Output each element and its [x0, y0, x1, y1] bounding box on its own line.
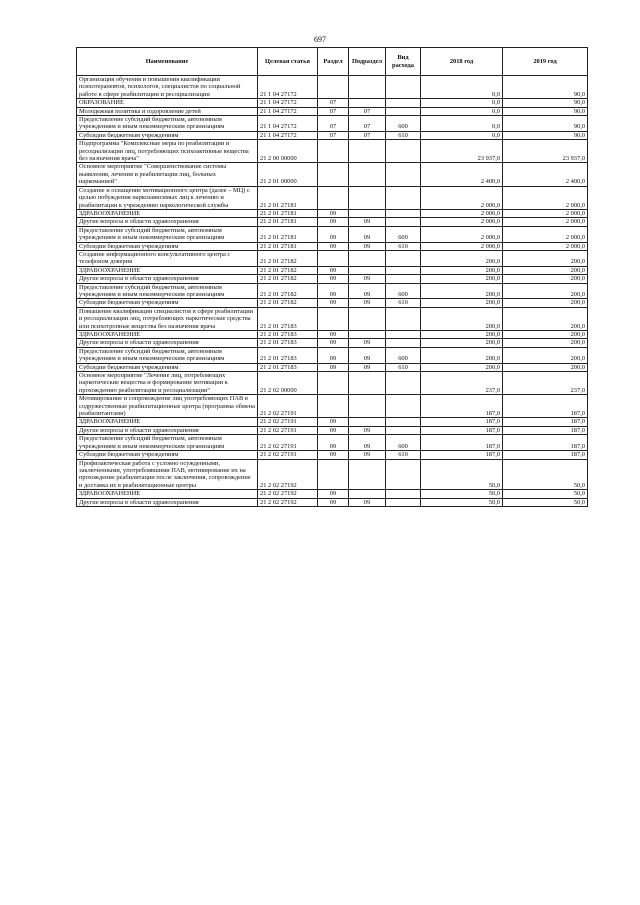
row-expense-type: 610: [386, 451, 421, 459]
row-subsection: 09: [349, 275, 386, 283]
row-subsection: 09: [349, 426, 386, 434]
row-name: Другие вопросы в области здравоохранения: [77, 275, 258, 283]
table-row: [77, 218, 588, 226]
row-subsection: [349, 186, 386, 209]
row-section: 09: [318, 218, 349, 226]
table-row: [77, 331, 588, 339]
row-expense-type: 610: [386, 363, 421, 371]
table-row: [77, 163, 588, 186]
table-row: [77, 490, 588, 498]
table-header-row: [77, 48, 588, 76]
row-amount-2019: 200,0: [503, 363, 588, 371]
header-2018: 2018 год: [421, 48, 503, 76]
row-target-code: 21 2 02 27192: [258, 490, 318, 498]
row-name: Предоставление субсидий бюджетным, автономным учреждениям и иным некоммерческим организациям: [77, 435, 258, 451]
table-row: [77, 186, 588, 209]
row-expense-type: [386, 331, 421, 339]
row-expense-type: [386, 107, 421, 115]
row-amount-2018: 187,0: [421, 426, 503, 434]
row-expense-type: [386, 250, 421, 266]
row-expense-type: [386, 372, 421, 395]
row-subsection: 09: [349, 283, 386, 299]
row-expense-type: 610: [386, 299, 421, 307]
table-row: [77, 107, 588, 115]
table-row: [77, 435, 588, 451]
row-expense-type: [386, 498, 421, 506]
table-row: [77, 140, 588, 163]
row-amount-2019: 187,0: [503, 426, 588, 434]
row-name: Субсидии бюджетным учреждениям: [77, 363, 258, 371]
row-section: 09: [318, 451, 349, 459]
row-amount-2019: 200,0: [503, 266, 588, 274]
row-subsection: [349, 266, 386, 274]
row-subsection: 09: [349, 299, 386, 307]
row-amount-2018: 2 000,0: [421, 209, 503, 217]
row-subsection: [349, 372, 386, 395]
row-target-code: 21 2 01 27181: [258, 226, 318, 242]
table-row: [77, 209, 588, 217]
table-row: [77, 347, 588, 363]
row-target-code: 21 2 01 27181: [258, 218, 318, 226]
row-amount-2019: 200,0: [503, 339, 588, 347]
row-amount-2018: 0,0: [421, 99, 503, 107]
row-subsection: [349, 140, 386, 163]
header-2019: 2019 год: [503, 48, 588, 76]
row-target-code: 21 2 01 27181: [258, 186, 318, 209]
row-target-code: 21 2 01 27182: [258, 266, 318, 274]
row-amount-2019: 2 400,0: [503, 163, 588, 186]
row-target-code: 21 2 01 27181: [258, 209, 318, 217]
row-name: Создание и оснащение мотивационного центра (далее – МЦ) с целью побуждения наркозависимых лиц к лечению и реабилитации к учреждению наркологической службы: [77, 186, 258, 209]
row-subsection: [349, 99, 386, 107]
table-row: [77, 395, 588, 418]
row-target-code: 21 2 02 27191: [258, 435, 318, 451]
row-name: Предоставление субсидий бюджетным, автономным учреждениям и иным некоммерческим организациям: [77, 226, 258, 242]
row-name: Субсидии бюджетным учреждениям: [77, 299, 258, 307]
row-amount-2018: 200,0: [421, 275, 503, 283]
row-amount-2018: 2 000,0: [421, 242, 503, 250]
row-amount-2019: 90,0: [503, 107, 588, 115]
row-amount-2019: 2 000,0: [503, 209, 588, 217]
row-target-code: 21 2 02 27191: [258, 395, 318, 418]
row-name: ЗДРАВООХРАНЕНИЕ: [77, 266, 258, 274]
row-expense-type: [386, 218, 421, 226]
row-section: [318, 250, 349, 266]
row-amount-2018: 2 000,0: [421, 226, 503, 242]
row-section: 09: [318, 331, 349, 339]
row-section: 07: [318, 107, 349, 115]
row-section: 09: [318, 435, 349, 451]
row-section: [318, 163, 349, 186]
row-target-code: 21 2 02 27191: [258, 426, 318, 434]
row-subsection: [349, 163, 386, 186]
row-expense-type: [386, 275, 421, 283]
page-number: 697: [314, 35, 326, 44]
row-amount-2018: 187,0: [421, 451, 503, 459]
row-expense-type: [386, 418, 421, 426]
row-amount-2019: 200,0: [503, 250, 588, 266]
row-name: Организация обучения и повышения квалификации психотерапевтов, психологов, специалистов по социальной работе в сфере реабилитации и ресоциализации: [77, 76, 258, 99]
row-name: Субсидии бюджетным учреждениям: [77, 451, 258, 459]
row-amount-2019: 90,0: [503, 116, 588, 132]
row-name: Другие вопросы в области здравоохранения: [77, 218, 258, 226]
row-section: [318, 186, 349, 209]
row-amount-2019: 187,0: [503, 435, 588, 451]
row-expense-type: 600: [386, 226, 421, 242]
row-name: Профилактическая работа с условно осужденными, заключенными, употреблявшими ПАВ, мотивирование их на прохождение реабилитации после заключения, сопровождение и доставка их в реабилитационные центры: [77, 459, 258, 490]
row-amount-2018: 2 400,0: [421, 163, 503, 186]
row-target-code: 21 2 00 00000: [258, 140, 318, 163]
row-amount-2019: 200,0: [503, 347, 588, 363]
row-target-code: 21 2 02 27192: [258, 459, 318, 490]
row-expense-type: [386, 339, 421, 347]
row-amount-2019: 90,0: [503, 76, 588, 99]
header-expense-type: Вид расхода: [386, 48, 421, 76]
row-expense-type: [386, 307, 421, 330]
row-name: ЗДРАВООХРАНЕНИЕ: [77, 331, 258, 339]
row-section: [318, 459, 349, 490]
row-amount-2018: 200,0: [421, 307, 503, 330]
row-subsection: 09: [349, 435, 386, 451]
row-expense-type: 600: [386, 283, 421, 299]
row-amount-2018: 50,0: [421, 490, 503, 498]
row-amount-2019: 200,0: [503, 283, 588, 299]
row-target-code: 21 2 01 27182: [258, 250, 318, 266]
row-target-code: 21 2 02 27191: [258, 451, 318, 459]
header-name: Наименование: [77, 48, 258, 76]
row-amount-2019: 90,0: [503, 99, 588, 107]
row-section: 09: [318, 283, 349, 299]
header-section: Раздел: [318, 48, 349, 76]
row-target-code: 21 2 01 27183: [258, 347, 318, 363]
budget-table: [76, 47, 588, 507]
table-row: [77, 275, 588, 283]
row-expense-type: 600: [386, 435, 421, 451]
row-name: Предоставление субсидий бюджетным, автономным учреждениям и иным некоммерческим организациям: [77, 116, 258, 132]
row-target-code: 21 2 01 27183: [258, 363, 318, 371]
row-subsection: 09: [349, 347, 386, 363]
row-expense-type: [386, 266, 421, 274]
row-amount-2018: 0,0: [421, 116, 503, 132]
row-name: Основное мероприятие "Совершенствование системы выявления, лечения и реабилитации лиц, больных наркоманией": [77, 163, 258, 186]
row-subsection: 07: [349, 131, 386, 139]
row-target-code: 21 2 01 27183: [258, 307, 318, 330]
row-name: Другие вопросы в области здравоохранения: [77, 339, 258, 347]
row-subsection: 09: [349, 451, 386, 459]
row-name: Другие вопросы в области здравоохранения: [77, 426, 258, 434]
row-amount-2018: 200,0: [421, 266, 503, 274]
row-expense-type: [386, 426, 421, 434]
table-row: [77, 76, 588, 99]
row-name: Предоставление субсидий бюджетным, автономным учреждениям и иным некоммерческим организациям: [77, 283, 258, 299]
row-subsection: [349, 395, 386, 418]
row-subsection: 07: [349, 116, 386, 132]
row-section: 09: [318, 339, 349, 347]
row-section: [318, 76, 349, 99]
table-row: [77, 307, 588, 330]
row-amount-2019: 200,0: [503, 307, 588, 330]
row-target-code: 21 2 01 27182: [258, 275, 318, 283]
row-expense-type: [386, 163, 421, 186]
row-expense-type: [386, 140, 421, 163]
table-row: [77, 99, 588, 107]
row-section: 09: [318, 426, 349, 434]
row-section: 09: [318, 242, 349, 250]
row-amount-2018: 200,0: [421, 331, 503, 339]
row-name: ЗДРАВООХРАНЕНИЕ: [77, 418, 258, 426]
row-name: Подпрограмма "Комплексные меры по реабилитации и ресоциализации лиц, потребляющих психоактивные вещества без назначения врача": [77, 140, 258, 163]
row-subsection: [349, 250, 386, 266]
row-subsection: 09: [349, 363, 386, 371]
row-subsection: [349, 418, 386, 426]
row-amount-2019: 2 000,0: [503, 218, 588, 226]
table-row: [77, 426, 588, 434]
row-section: 07: [318, 99, 349, 107]
row-name: Предоставление субсидий бюджетным, автономным учреждениям и иным некоммерческим организациям: [77, 347, 258, 363]
row-amount-2018: 23 937,0: [421, 140, 503, 163]
row-expense-type: [386, 490, 421, 498]
header-target: Целевая статья: [258, 48, 318, 76]
row-name: ОБРАЗОВАНИЕ: [77, 99, 258, 107]
row-name: Мотивирование и сопровождение лиц употребляющих ПАВ в содружественные реабилитационные центра (программа обмена реабилитантами): [77, 395, 258, 418]
row-amount-2019: 200,0: [503, 299, 588, 307]
row-subsection: [349, 459, 386, 490]
row-amount-2019: 187,0: [503, 395, 588, 418]
row-amount-2018: 200,0: [421, 363, 503, 371]
table-row: [77, 250, 588, 266]
row-section: 09: [318, 266, 349, 274]
row-amount-2018: 2 000,0: [421, 186, 503, 209]
row-amount-2018: 237,0: [421, 372, 503, 395]
row-amount-2018: 187,0: [421, 435, 503, 451]
table-row: [77, 283, 588, 299]
row-name: ЗДРАВООХРАНЕНИЕ: [77, 209, 258, 217]
row-amount-2019: 50,0: [503, 490, 588, 498]
row-expense-type: [386, 395, 421, 418]
row-amount-2019: 2 000,0: [503, 226, 588, 242]
row-target-code: 21 1 04 27172: [258, 99, 318, 107]
row-subsection: [349, 76, 386, 99]
row-name: Другие вопросы в области здравоохранения: [77, 498, 258, 506]
row-section: [318, 307, 349, 330]
row-target-code: 21 2 02 27192: [258, 498, 318, 506]
row-section: 09: [318, 363, 349, 371]
row-target-code: 21 2 01 27183: [258, 339, 318, 347]
row-name: Основное мероприятие "Лечение лиц, потребляющих наркотические вещества и формирование мотивации к прохождению реабилитации и ресоциализации": [77, 372, 258, 395]
row-amount-2018: 200,0: [421, 299, 503, 307]
table-row: [77, 459, 588, 490]
row-expense-type: [386, 459, 421, 490]
table-row: [77, 372, 588, 395]
row-amount-2018: 50,0: [421, 498, 503, 506]
row-target-code: 21 2 02 00000: [258, 372, 318, 395]
table-row: [77, 266, 588, 274]
row-target-code: 21 2 01 00000: [258, 163, 318, 186]
table-row: [77, 418, 588, 426]
row-section: 07: [318, 116, 349, 132]
row-target-code: 21 1 04 27172: [258, 76, 318, 99]
row-amount-2018: 2 000,0: [421, 218, 503, 226]
table-row: [77, 299, 588, 307]
row-amount-2019: 50,0: [503, 498, 588, 506]
row-section: 09: [318, 498, 349, 506]
row-subsection: 09: [349, 339, 386, 347]
row-expense-type: 600: [386, 347, 421, 363]
row-expense-type: [386, 99, 421, 107]
table-row: [77, 116, 588, 132]
row-section: [318, 372, 349, 395]
row-subsection: 09: [349, 242, 386, 250]
row-target-code: 21 2 02 27191: [258, 418, 318, 426]
row-expense-type: 610: [386, 242, 421, 250]
table-row: [77, 226, 588, 242]
row-amount-2018: 200,0: [421, 347, 503, 363]
row-amount-2019: 200,0: [503, 275, 588, 283]
row-section: 09: [318, 275, 349, 283]
row-expense-type: [386, 76, 421, 99]
row-section: 09: [318, 418, 349, 426]
row-name: Повышение квалификации специалистов в сфере реабилитации и ресоциализации лиц, потребляющих наркотические средства или психотропные вещества без назначения врача: [77, 307, 258, 330]
table-row: [77, 242, 588, 250]
row-target-code: 21 1 04 27172: [258, 131, 318, 139]
row-amount-2019: 90,0: [503, 131, 588, 139]
table-row: [77, 498, 588, 506]
row-name: Молодежная политика и оздоровление детей: [77, 107, 258, 115]
row-expense-type: 600: [386, 116, 421, 132]
table-row: [77, 451, 588, 459]
row-section: 09: [318, 347, 349, 363]
row-amount-2018: 200,0: [421, 283, 503, 299]
row-amount-2018: 187,0: [421, 418, 503, 426]
row-subsection: [349, 331, 386, 339]
row-amount-2019: 2 000,0: [503, 242, 588, 250]
row-target-code: 21 2 01 27182: [258, 299, 318, 307]
row-amount-2018: 0,0: [421, 131, 503, 139]
row-subsection: 09: [349, 226, 386, 242]
row-name: ЗДРАВООХРАНЕНИЕ: [77, 490, 258, 498]
row-target-code: 21 1 04 27172: [258, 116, 318, 132]
row-name: Субсидии бюджетным учреждениям: [77, 131, 258, 139]
row-amount-2019: 200,0: [503, 331, 588, 339]
row-amount-2018: 200,0: [421, 339, 503, 347]
row-section: 07: [318, 131, 349, 139]
row-subsection: 09: [349, 498, 386, 506]
row-subsection: 07: [349, 107, 386, 115]
row-amount-2018: 0,0: [421, 107, 503, 115]
row-section: 09: [318, 490, 349, 498]
row-expense-type: [386, 186, 421, 209]
row-amount-2019: 187,0: [503, 418, 588, 426]
row-section: 09: [318, 226, 349, 242]
table-row: [77, 131, 588, 139]
row-amount-2018: 50,0: [421, 459, 503, 490]
row-target-code: 21 2 01 27181: [258, 242, 318, 250]
row-amount-2019: 23 937,0: [503, 140, 588, 163]
row-section: 09: [318, 209, 349, 217]
row-target-code: 21 2 01 27182: [258, 283, 318, 299]
row-section: [318, 140, 349, 163]
row-target-code: 21 1 04 27172: [258, 107, 318, 115]
row-subsection: 09: [349, 218, 386, 226]
row-subsection: [349, 490, 386, 498]
row-amount-2019: 50,0: [503, 459, 588, 490]
table-row: [77, 363, 588, 371]
row-amount-2018: 200,0: [421, 250, 503, 266]
row-expense-type: [386, 209, 421, 217]
row-amount-2019: 187,0: [503, 451, 588, 459]
table-row: [77, 339, 588, 347]
row-target-code: 21 2 01 27183: [258, 331, 318, 339]
header-subsection: Подраздел: [349, 48, 386, 76]
row-subsection: [349, 209, 386, 217]
row-amount-2018: 187,0: [421, 395, 503, 418]
row-name: Создание информационного консультативного центра с телефоном доверия: [77, 250, 258, 266]
row-section: [318, 395, 349, 418]
table-body: [77, 76, 588, 507]
row-amount-2019: 237,0: [503, 372, 588, 395]
row-amount-2018: 0,0: [421, 76, 503, 99]
row-expense-type: 610: [386, 131, 421, 139]
row-subsection: [349, 307, 386, 330]
row-amount-2019: 2 000,0: [503, 186, 588, 209]
row-name: Субсидии бюджетным учреждениям: [77, 242, 258, 250]
row-section: 09: [318, 299, 349, 307]
